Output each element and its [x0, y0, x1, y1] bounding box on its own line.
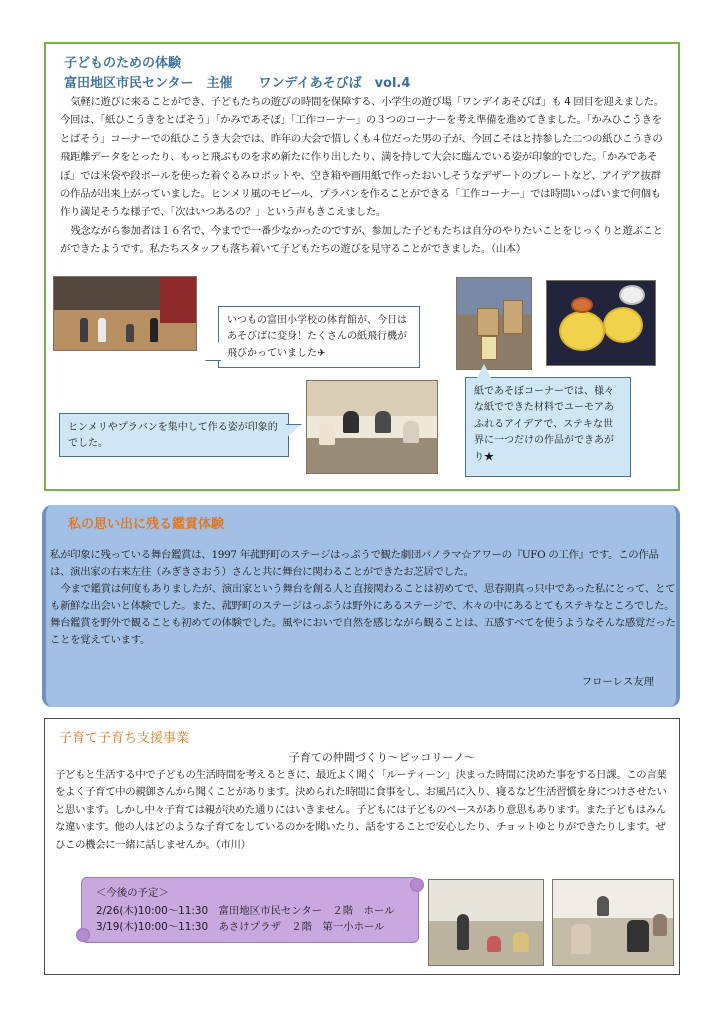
parent-child-photo: [552, 879, 674, 966]
appreciation-section: [42, 505, 680, 707]
paragraph: 私が印象に残っている舞台鑑賞は、1997 年菰野町のステージはっぷうで観た劇団パノラマ☆アワーの『UFO の工作』です。この作品は、演出家の右来左往（みぎきさおう）さんと共に舞台に関わることができたお芝居でした。: [50, 549, 659, 578]
dessert-plate-photo: [546, 280, 656, 366]
craft-table-photo: [306, 380, 438, 474]
paragraph: 気軽に遊びに来ることができ、子どもたちの遊びの時間を保障する、小学生の遊び場「ワンデイあそびば」も 4 回目を迎えました。今回は、「紙ひこうきをとばそう」「かみであそぼ」「工作コーナー」の３つのコーナーを考え準備を進めてきました。「かみひこうきをとばそう」コーナーでの紙ひこうき大会では、昨年の大会で惜しくも４位だった男の子が、今回こそはと持参した二つの紙ひこうきの飛距離データをとったり、もっと飛ぶものを求め新たに作り出したり、満を持して大会に臨んでいる姿が印象的でした。「かみであそぼ」では米袋や段ボールを使った着ぐるみロボットや、空き箱や画用紙で作ったおいしそうなデザートのプレートなど、アイデア抜群の作品が出来上がっていました。ヒンメリ風のモビール、プラバンを作ることができる「工作コーナー」では時間いっぱいまで何個も作り満足そうな様子で、「次はいつあるの？」という声もきこえました。: [60, 96, 664, 219]
playroom-photo: [428, 879, 544, 966]
section-title: 子どものための体験: [64, 56, 182, 71]
gym-caption-bubble: [218, 306, 420, 368]
caption-text: 紙であそぼコーナーでは、様々な紙でできた材料でユーモアあふれるアイデアで、ステキな世界に一つだけの作品ができあがり★: [474, 386, 614, 463]
paragraph: 今まで鑑賞は何度もありましたが、演出家という舞台を創る人と直接関わることは初めてで、思春期真っ只中であった私にとって、とても新鮮な出会いと体験でした。また、菰野町のステージはっぷうは野外にあるステージで、木々の中にあるとてもステキなところでした。舞台鑑賞を野外で観ることも初めての体験でした。風やにおいで自然を感じながら観ることは、五感すべてを使うようなそんな感覚だったことを覚えています。: [50, 583, 676, 646]
kids-experience-section: [44, 42, 680, 491]
paragraph: 残念ながら参加者は１６名で、今までで一番少なかったのですが、参加した子どもたちは自分のやりたいことをじっくりと遊ぶことができたようです。私たちスタッフも落ち着いて子どもたちの遊びを見守ることができました。（山本）: [60, 224, 663, 256]
article-body: [50, 547, 678, 649]
caption-text: ヒンメリやプラバンを集中して作る姿が印象的でした。: [68, 422, 278, 449]
gym-photo: [53, 276, 197, 351]
author-name: フローレス友理: [581, 676, 654, 688]
schedule-item: 2/26(木)10:00～11:30 富田地区市民センター ２階 ホール: [96, 905, 395, 917]
article-body: [60, 93, 670, 259]
article-body: 子どもと生活する中で子どもの生活時間を考えるときに、最近よく聞く「ルーティーン」決まった時間に決めた事をする日課。この言葉をよく子育て中の親御さんから聞くことがあります。決められた時間に食事をし、お風呂に入り、寝るなど生活習慣を身につけさせたいと思います。しかし中々子育ては親が決めた通りにはいきません。子どもには子どものペースがあり意思もあります。また子どもはみんな違います。他の人はどのような子育てをしているのかを聞いたり、話をすることで安心したり、チョットゆとりができたりします。ぜひこの機会に一緒に話しませんか。（市川）: [55, 769, 667, 851]
paper-corner-caption-bubble: [465, 377, 631, 477]
crafts-caption-bubble: [59, 413, 289, 457]
parenting-support-section: [44, 718, 680, 975]
section-subtitle: 子育ての仲間づくり～ピッコリーノ～: [288, 751, 476, 764]
schedule-item: 3/19(木)10:00～11:30 あさけプラザ ２階 第一小ホール: [96, 921, 385, 933]
section-title: 私の思い出に残る鑑賞体験: [68, 517, 225, 532]
robot-costume-photo: [456, 277, 532, 370]
section-title: 子育て子育ち支援事業: [59, 731, 190, 746]
schedule-heading: ＜今後の予定＞: [96, 887, 169, 899]
caption-text: いつもの富田小学校の体育館が、今日はあそびばに変身！たくさんの紙飛行機が飛びかっていました✈: [227, 315, 407, 359]
schedule-scroll: [81, 877, 419, 943]
section-subtitle: 富田地区市民センター 主催 ワンデイあそびば vol.4: [64, 76, 411, 91]
